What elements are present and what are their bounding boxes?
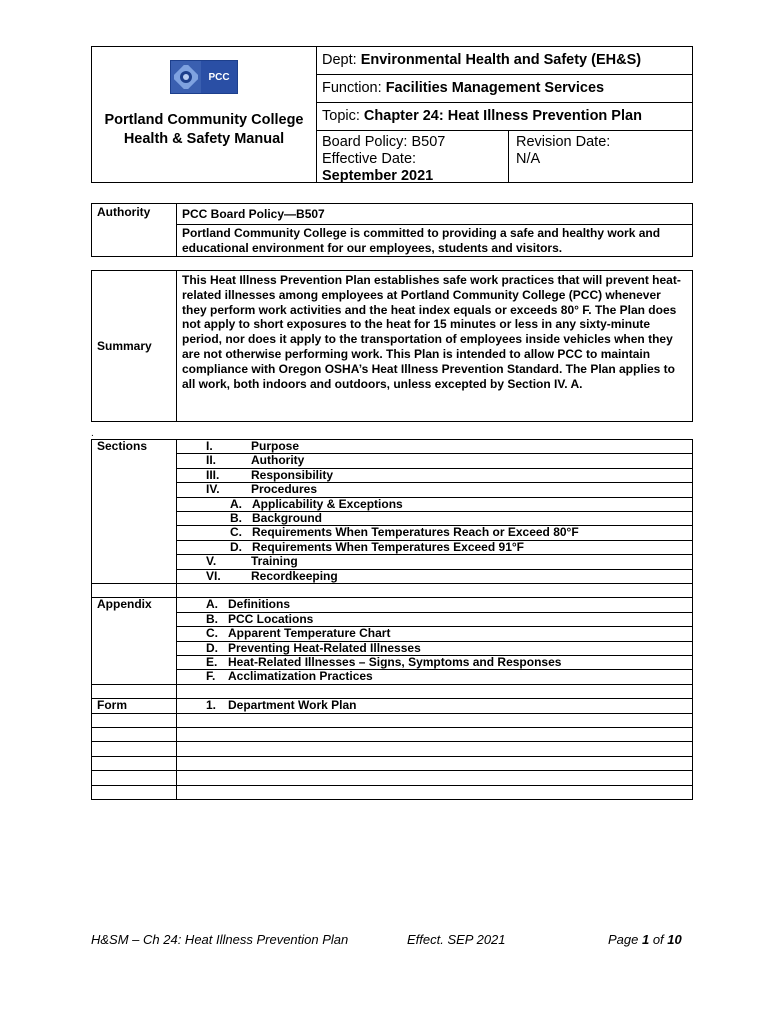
- table-row: [92, 540, 693, 554]
- empty-cell: [177, 771, 693, 785]
- item-number: V.: [206, 554, 217, 569]
- table-row: [92, 742, 693, 756]
- item-number: D.: [206, 640, 218, 655]
- item-number: III.: [206, 467, 220, 482]
- footer-page: [608, 932, 682, 947]
- policy-dates-cell: [317, 131, 509, 182]
- item-title: Apparent Temperature Chart: [228, 626, 391, 641]
- item-number: B.: [206, 611, 218, 626]
- list-item: [177, 454, 693, 468]
- function-value: Facilities Management Services: [385, 80, 605, 96]
- item-title: Recordkeeping: [251, 568, 338, 583]
- authority-policy: PCC Board Policy—B507: [177, 204, 693, 225]
- dept-value: Environmental Health and Safety (EH&S): [360, 52, 642, 68]
- board-policy: Board Policy: B507: [322, 134, 446, 150]
- table-row: [92, 656, 693, 670]
- empty-cell: [177, 742, 693, 756]
- table-row: [92, 627, 693, 641]
- form-label: Form: [92, 699, 177, 713]
- list-item: [177, 512, 693, 526]
- authority-label: Authority: [92, 204, 177, 257]
- list-item: [177, 656, 693, 670]
- table-row: [92, 584, 693, 598]
- item-number: II.: [206, 453, 217, 468]
- list-item: [177, 641, 693, 655]
- list-item: [177, 555, 693, 569]
- item-number: I.: [206, 439, 213, 453]
- dates-row: [317, 131, 693, 183]
- logo-area: [92, 47, 316, 107]
- function-row: [317, 75, 693, 103]
- table-row: [92, 785, 693, 799]
- table-row: [92, 713, 693, 727]
- item-title: Heat-Related Illnesses – Signs, Symptoms and Responses: [228, 655, 562, 670]
- stray-mark: .: [91, 428, 94, 439]
- table-row: [92, 684, 693, 698]
- summary-table: [91, 270, 693, 422]
- dept-label: Dept:: [322, 52, 357, 68]
- table-row: [92, 555, 693, 569]
- table-row: [92, 483, 693, 497]
- item-number: A.: [206, 597, 218, 612]
- list-item: [177, 569, 693, 583]
- item-title: Acclimatization Practices: [228, 669, 373, 684]
- topic-row: [317, 103, 693, 131]
- empty-cell: [92, 584, 177, 598]
- empty-cell: [177, 785, 693, 799]
- pcc-logo: [170, 60, 238, 94]
- table-row: [92, 497, 693, 511]
- item-title: Department Work Plan: [228, 698, 357, 713]
- footer-title: H&SM – Ch 24: Heat Illness Prevention Plan: [91, 932, 349, 947]
- list-item: [177, 440, 693, 454]
- item-title: Requirements When Temperatures Reach or Exceed 80°F: [252, 525, 579, 540]
- table-row: [92, 756, 693, 770]
- item-number: C.: [230, 525, 242, 540]
- item-title: Preventing Heat-Related Illnesses: [228, 640, 421, 655]
- page-total: 10: [667, 932, 682, 947]
- item-title: Background: [252, 511, 323, 526]
- item-title: Purpose: [251, 439, 300, 453]
- contents-table: [91, 439, 693, 800]
- item-number: 1.: [206, 698, 217, 713]
- empty-cell: [92, 771, 177, 785]
- item-number: E.: [206, 655, 218, 670]
- item-title: PCC Locations: [228, 611, 314, 626]
- table-row: [92, 440, 693, 454]
- empty-cell: [92, 728, 177, 742]
- table-row: [92, 454, 693, 468]
- summary-text: This Heat Illness Prevention Plan establishes safe work practices that will prevent heat-related illnesses among employees at Portland Community College (PCC) whenever they perform work activities and the heat index equals or exceeds 80° F. The Plan does not apply to short exposures to the heat for 15 minutes or less in any sixty-minute period, nor does it apply to the transportation of employees inside vehicles when they are not otherwise performing work. This Plan is intended to allow PCC to maintain compliance with Oregon OSHA’s Heat Illness Prevention Standard. The Plan applies to all work, both indoors and outdoors, unless excepted by Section IV. A.: [177, 271, 693, 422]
- effective-label: Effective Date:: [322, 151, 417, 167]
- logo-emblem-icon: [171, 61, 201, 93]
- institution-name: Portland Community College: [104, 112, 304, 128]
- footer-effective: Effect. SEP 2021: [407, 932, 506, 947]
- table-row: [92, 771, 693, 785]
- table-row: [92, 699, 693, 713]
- list-item: [177, 540, 693, 554]
- empty-cell: [92, 742, 177, 756]
- list-item: [177, 612, 693, 626]
- table-row: [92, 641, 693, 655]
- list-item: [177, 468, 693, 482]
- item-number: C.: [206, 626, 218, 641]
- list-item: [177, 497, 693, 511]
- effective-date: September 2021: [322, 168, 434, 184]
- topic-label: Topic:: [322, 108, 360, 124]
- empty-cell: [92, 713, 177, 727]
- dept-row: [317, 47, 693, 75]
- page-prefix: Page: [608, 932, 642, 947]
- header-table: [91, 46, 693, 183]
- item-number: D.: [230, 539, 242, 554]
- item-title: Applicability & Exceptions: [252, 496, 403, 511]
- item-number: VI.: [206, 568, 221, 583]
- authority-statement: Portland Community College is committed to providing a safe and healthy work and educational environment for our employees, students and visitors.: [177, 225, 693, 257]
- item-number: A.: [230, 496, 242, 511]
- item-title: Definitions: [228, 597, 290, 612]
- table-row: [92, 670, 693, 684]
- item-title: Requirements When Temperatures Exceed 91°F: [252, 539, 524, 554]
- function-label: Function:: [322, 80, 382, 96]
- list-item: [177, 699, 693, 713]
- item-number: B.: [230, 511, 242, 526]
- sections-label: Sections: [92, 440, 177, 584]
- header-left-cell: [92, 47, 317, 183]
- appendix-label: Appendix: [92, 598, 177, 684]
- item-number: IV.: [206, 482, 220, 497]
- item-number: F.: [206, 669, 216, 684]
- table-row: [92, 512, 693, 526]
- empty-cell: [92, 756, 177, 770]
- table-row: [92, 468, 693, 482]
- item-title: Responsibility: [251, 467, 334, 482]
- empty-cell: [177, 584, 693, 598]
- authority-table: [91, 203, 693, 257]
- table-row: [92, 526, 693, 540]
- table-row: [92, 569, 693, 583]
- empty-cell: [177, 756, 693, 770]
- empty-cell: [92, 785, 177, 799]
- table-row: [92, 612, 693, 626]
- list-item: [177, 627, 693, 641]
- item-title: Training: [251, 554, 298, 569]
- manual-name: Health & Safety Manual: [123, 131, 285, 147]
- table-row: [92, 728, 693, 742]
- empty-cell: [177, 713, 693, 727]
- list-item: [177, 598, 693, 612]
- empty-cell: [177, 684, 693, 698]
- topic-value: Chapter 24: Heat Illness Prevention Plan: [363, 108, 642, 124]
- list-item: [177, 483, 693, 497]
- empty-cell: [177, 728, 693, 742]
- page-mid: of: [649, 932, 668, 947]
- revision-cell: [509, 131, 692, 182]
- revision-label: Revision Date:: [516, 134, 611, 150]
- item-title: Procedures: [251, 482, 318, 497]
- page-number: 1: [641, 932, 650, 947]
- logo-text: PCC: [201, 61, 237, 93]
- empty-cell: [92, 684, 177, 698]
- list-item: [177, 526, 693, 540]
- item-title: Authority: [251, 453, 305, 468]
- table-row: [92, 598, 693, 612]
- list-item: [177, 670, 693, 684]
- revision-value: N/A: [516, 151, 541, 167]
- summary-label: Summary: [92, 271, 177, 422]
